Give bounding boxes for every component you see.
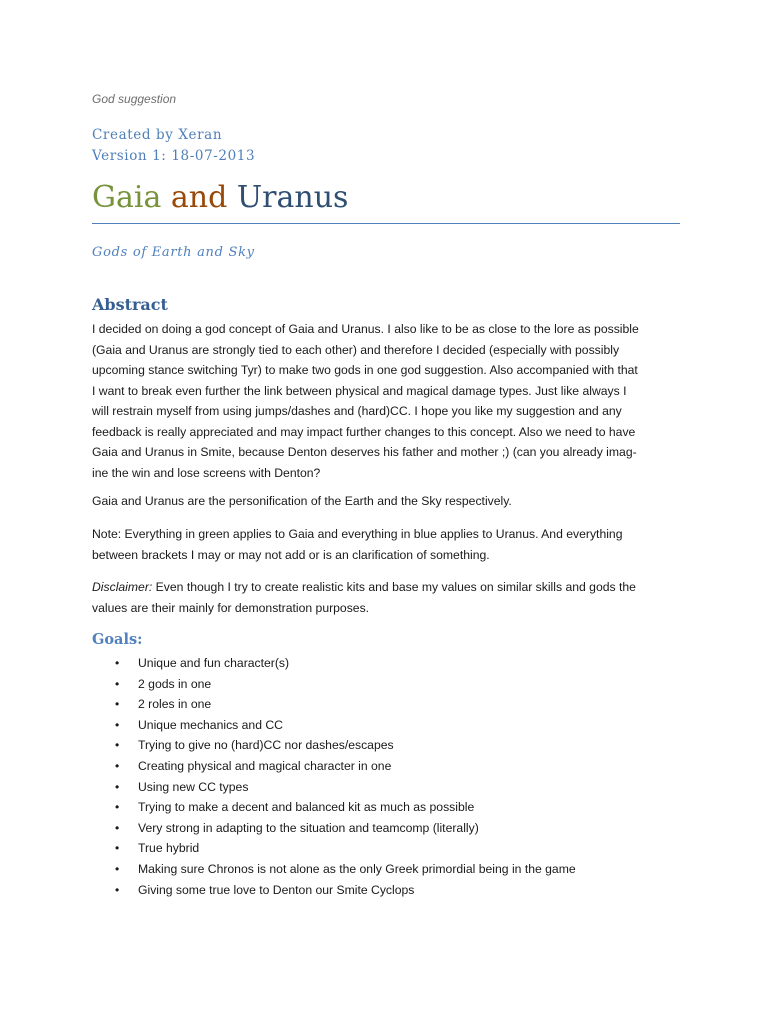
title-divider bbox=[92, 223, 680, 224]
disclaimer-label: Disclaimer: bbox=[92, 580, 153, 594]
bullet-icon: • bbox=[115, 820, 120, 835]
abstract-line: (Gaia and Uranus are strongly tied to each other) and therefore I decided (especially with possibly bbox=[92, 342, 620, 357]
document-subtitle: Gods of Earth and Sky bbox=[92, 245, 255, 260]
goal-text: True hybrid bbox=[138, 841, 200, 856]
document-title bbox=[92, 178, 348, 218]
goal-item bbox=[92, 838, 576, 859]
goal-text: 2 gods in one bbox=[138, 676, 212, 691]
version-line: Version 1: 18-07-2013 bbox=[92, 148, 256, 164]
goal-item bbox=[92, 715, 576, 736]
abstract-line: upcoming stance switching Tyr) to make two gods in one god suggestion. Also accompanied with that bbox=[92, 363, 638, 377]
goal-item bbox=[92, 797, 576, 818]
disclaimer-paragraph bbox=[92, 577, 682, 618]
bullet-icon: • bbox=[115, 882, 120, 897]
abstract-line: I decided on doing a god concept of Gaia and Uranus. I also like to be as close to the lore as possible bbox=[92, 322, 639, 336]
bullet-icon: • bbox=[115, 676, 120, 691]
goal-text: Very strong in adapting to the situation and teamcomp (literally) bbox=[138, 820, 479, 835]
title-and: and bbox=[170, 180, 228, 215]
disclaimer-line: values are their mainly for demonstration purposes. bbox=[92, 600, 370, 615]
bullet-icon: • bbox=[115, 697, 120, 712]
personification-paragraph: Gaia and Uranus are the personification of the Earth and the Sky respectively. bbox=[92, 494, 512, 508]
goal-item bbox=[92, 880, 576, 901]
disclaimer-line bbox=[92, 577, 682, 598]
document-meta bbox=[92, 125, 255, 167]
goal-text: Unique and fun character(s) bbox=[138, 656, 290, 670]
bullet-icon: • bbox=[115, 800, 120, 815]
note-line: Note: Everything in green applies to Gaia and everything in blue applies to Uranus. And everything bbox=[92, 527, 623, 541]
bullet-icon: • bbox=[115, 717, 120, 732]
goal-item bbox=[92, 818, 576, 839]
goal-text: Giving some true love to Denton our Smite Cyclops bbox=[138, 882, 415, 897]
goal-text: Unique mechanics and CC bbox=[138, 717, 283, 732]
goal-text: Trying to give no (hard)CC nor dashes/escapes bbox=[138, 738, 394, 753]
goals-heading: Goals: bbox=[92, 631, 143, 648]
abstract-line: ine the win and lose screens with Denton? bbox=[92, 465, 321, 480]
goal-text: 2 roles in one bbox=[138, 697, 212, 712]
title-gaia: Gaia bbox=[92, 180, 162, 215]
bullet-icon: • bbox=[115, 656, 120, 670]
goal-item bbox=[92, 653, 576, 674]
created-by-line: Created by Xeran bbox=[92, 127, 223, 143]
bullet-icon: • bbox=[115, 841, 120, 856]
goal-text: Using new CC types bbox=[138, 779, 249, 794]
disclaimer-text: Even though I try to create realistic kits and base my values on similar skills and gods the bbox=[152, 580, 636, 594]
note-paragraph bbox=[92, 524, 682, 565]
goal-text: Creating physical and magical character in one bbox=[138, 758, 392, 773]
abstract-line: Gaia and Uranus in Smite, because Denton deserves his father and mother ;) (can you already imag- bbox=[92, 445, 637, 459]
goal-item bbox=[92, 735, 576, 756]
title-uranus: Uranus bbox=[236, 180, 349, 215]
goal-text: Making sure Chronos is not alone as the only Greek primordial being in the game bbox=[138, 861, 576, 876]
goal-item bbox=[92, 674, 576, 695]
page-header: God suggestion bbox=[92, 92, 177, 106]
bullet-icon: • bbox=[115, 758, 120, 773]
goals-list bbox=[92, 653, 576, 900]
goal-item bbox=[92, 756, 576, 777]
goal-item bbox=[92, 777, 576, 798]
bullet-icon: • bbox=[115, 738, 120, 753]
abstract-paragraph bbox=[92, 319, 682, 483]
goal-item bbox=[92, 859, 576, 880]
bullet-icon: • bbox=[115, 779, 120, 794]
abstract-heading: Abstract bbox=[92, 295, 168, 314]
abstract-line: I want to break even further the link between physical and magical damage types. Just like always I bbox=[92, 383, 627, 398]
bullet-icon: • bbox=[115, 861, 120, 876]
note-line: between brackets I may or may not add or is an clarification of something. bbox=[92, 547, 490, 562]
goal-item bbox=[92, 694, 576, 715]
abstract-line: will restrain myself from using jumps/dashes and (hard)CC. I hope you like my suggestion and any bbox=[92, 404, 622, 418]
abstract-line: feedback is really appreciated and may impact further changes to this concept. Also we need to have bbox=[92, 424, 636, 439]
goal-text: Trying to make a decent and balanced kit as much as possible bbox=[138, 800, 475, 815]
